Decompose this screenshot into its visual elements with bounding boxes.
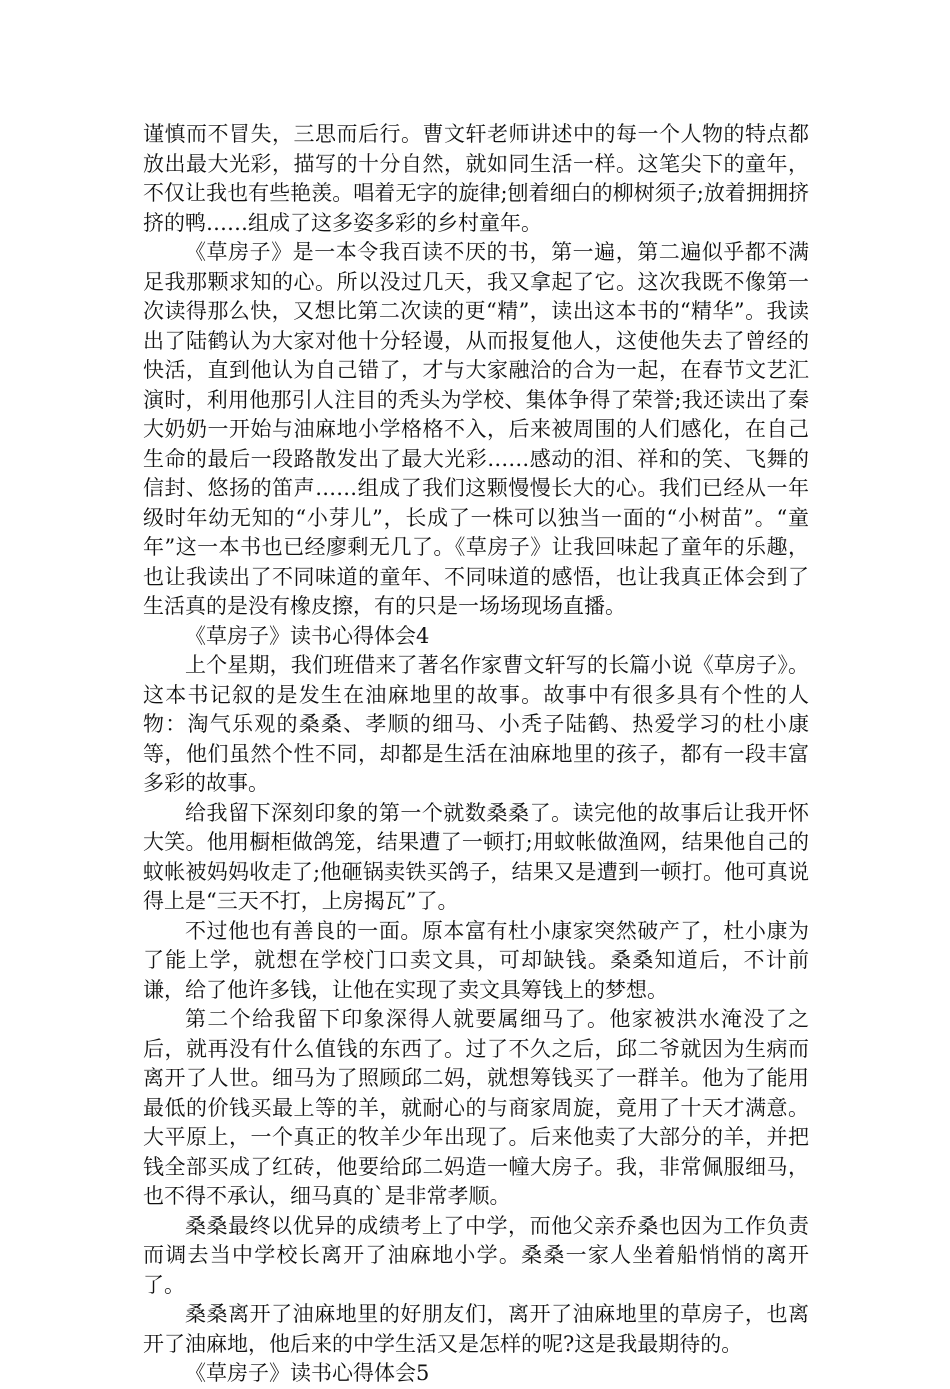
paragraph: 上个星期，我们班借来了著名作家曹文轩写的长篇小说《草房子》。这本书记叙的是发生在油麻地里的故事。故事中有很多具有个性的人物：淘气乐观的桑桑、孝顺的细马、小秃子陆鹤、热爱学习的杜小康等，他们虽然个性不同，却都是生活在油麻地里的孩子，都有一段丰富多彩的故事。 [143,653,809,795]
paragraph: 不过他也有善良的一面。原本富有杜小康家突然破产了，杜小康为了能上学，就想在学校门口卖文具，可却缺钱。桑桑知道后，不计前谦，给了他许多钱，让他在实现了卖文具筹钱上的梦想。 [143,918,809,1002]
paragraph: 《草房子》是一本令我百读不厌的书，第一遍，第二遍似乎都不满足我那颗求知的心。所以没过几天，我又拿起了它。这次我既不像第一次读得那么快，又想比第二次读的更“精”，读出这本书的“精华”。我读出了陆鹤认为大家对他十分轻谩，从而报复他人，这使他失去了曾经的快活，直到他认为自己错了，才与大家融洽的合为一起，在春节文艺汇演时，利用他那引人注目的秃头为学校、集体争得了荣誉;我还读出了秦大奶奶一开始与油麻地小学格格不入，后来被周围的人们感化，在自己生命的最后一段路散发出了最大光彩……感动的泪、祥和的笑、飞舞的信封、悠扬的笛声……组成了我们这颗慢慢长大的心。我们已经从一年级时年幼无知的“小芽儿”，长成了一株可以独当一面的“小树苗”。“童年”这一本书也已经廖剩无几了。《草房子》让我回味起了童年的乐趣，也让我读出了不同味道的童年、不同味道的感悟，也让我真正体会到了生活真的是没有橡皮擦，有的只是一场场现场直播。 [143,240,809,618]
paragraph-continuation: 谨慎而不冒失，三思而后行。曹文轩老师讲述中的每一个人物的特点都放出最大光彩，描写的十分自然，就如同生活一样。这笔尖下的童年，不仅让我也有些艳羡。唱着无字的旋律;刨着细白的柳树须子;放着拥拥挤挤的鸭……组成了这多姿多彩的乡村童年。 [143,122,809,235]
section-heading: 《草房子》读书心得体会5 [185,1361,430,1385]
paragraph: 桑桑最终以优异的成绩考上了中学，而他父亲乔桑也因为工作负责而调去当中学校长离开了油麻地小学。桑桑一家人坐着船悄悄的离开了。 [143,1213,809,1297]
paragraph: 桑桑离开了油麻地里的好朋友们，离开了油麻地里的草房子，也离开了油麻地，他后来的中学生活又是怎样的呢?这是我最期待的。 [143,1302,809,1356]
document-body [143,120,809,1389]
paragraph: 给我留下深刻印象的第一个就数桑桑了。读完他的故事后让我开怀大笑。他用橱柜做鸽笼，结果遭了一顿打;用蚊帐做渔网，结果他自己的蚊帐被妈妈收走了;他砸锅卖铁买鸽子，结果又是遭到一顿打。他可真说得上是“三天不打，上房揭瓦”了。 [143,800,809,913]
paragraph: 第二个给我留下印象深得人就要属细马了。他家被洪水淹没了之后，就再没有什么值钱的东西了。过了不久之后，邱二爷就因为生病而离开了人世。细马为了照顾邱二妈，就想筹钱买了一群羊。他为了能用最低的价钱买最上等的羊，就耐心的与商家周旋，竟用了十天才满意。大平原上，一个真正的牧羊少年出现了。后来他卖了大部分的羊，并把钱全部买成了红砖，他要给邱二妈造一幢大房子。我，非常佩服细马，也不得不承认，细马真的`是非常孝顺。 [143,1007,809,1208]
section-heading: 《草房子》读书心得体会4 [185,623,430,648]
